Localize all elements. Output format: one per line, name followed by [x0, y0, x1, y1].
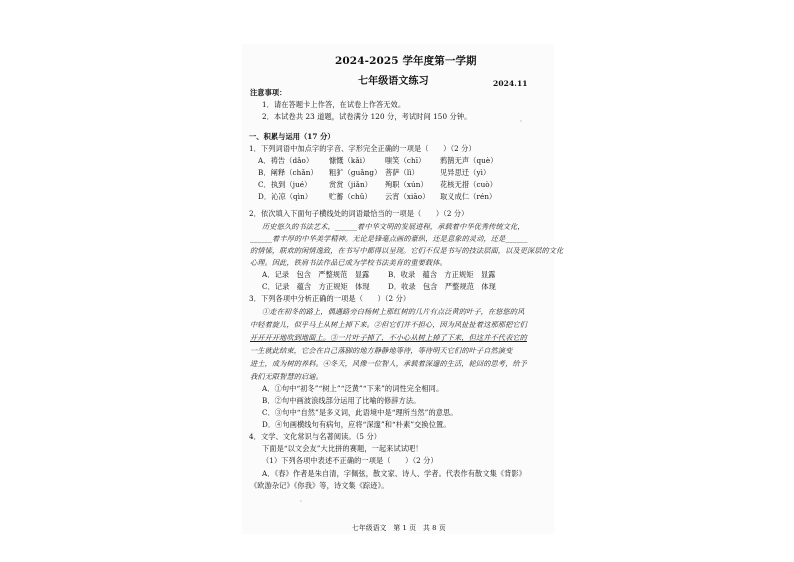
q1-option: 贮蓄（chǔ）: [329, 192, 372, 201]
q3-passage-line: 开开开开地吹到地面上。③一片叶子掉了，不小心从树上掉了下来，但这并不代表它的: [250, 333, 527, 342]
q2-option: C．记录 蕴含 方正规矩 体现: [262, 282, 370, 291]
q3-passage-line: 中轻着旋儿，似乎马上从树上掉下来。②但它们并不担心，因为风扯扯着这那那把它们: [250, 320, 527, 329]
q1-option: 鸦鹊无声（què）: [440, 156, 498, 165]
q2-passage-line: 心理。因此，铁肩书法作品已成为学校书法美育的重要载体。: [250, 258, 447, 267]
scan-speck: [520, 120, 522, 122]
q1-option: 嗤笑（chī）: [385, 156, 426, 165]
q2-option: D．收录 包含 严整规范 体现: [388, 282, 496, 291]
q1-option: C．执到（jué）: [258, 180, 312, 189]
exam-title: 2024-2025 学年度第一学期: [335, 55, 477, 67]
q3-option: B．②句中画波浪线部分运用了比喻的修辞方法。: [262, 396, 421, 405]
question-4-stem: 4．文学、文化常识与名著阅读。（5 分）: [249, 432, 382, 441]
q4-option-a: A．《春》作者是朱自清，字佩弦，散文家、诗人、学者。代表作有散文集《背影》: [262, 469, 527, 478]
question-1-stem: 1．下列词语中加点字的字音、字形完全正确的一项是（ ）（2 分）: [249, 144, 476, 153]
question-3-stem: 3．下列各项中分析正确的一项是（ ）（2 分）: [249, 294, 411, 303]
q3-passage-line: 一生就此结束，它会在自己落脚的地方静静地等待，等待明天它们的叶子自然演变: [250, 346, 513, 355]
q1-option: B．阐释（chǎn）: [258, 168, 318, 177]
q1-option: D．沁凉（qìn）: [258, 192, 313, 201]
q1-option: 殉职（xún）: [385, 180, 428, 189]
q4-intro: 下面是“以文会友”大比拼的赛题，一起来试试吧！: [262, 444, 423, 453]
q1-option: 赏赏（jiǎn）: [329, 180, 372, 189]
exam-date: 2024.11: [493, 79, 528, 88]
q2-option: A．记录 包含 严整规范 显露: [262, 270, 370, 279]
q1-option: 粗犷（guǎng）: [329, 168, 382, 177]
q1-option: 慷慨（kǎi）: [329, 156, 370, 165]
note-item: 1．请在答题卡上作答，在试卷上作答无效。: [262, 100, 406, 109]
q1-option: 取义成仁（rén）: [440, 192, 497, 201]
q1-option: 花核无措（cuò）: [440, 180, 498, 189]
q4-subquestion: （1）下列各项中表述不正确的一项是（ ）（2 分）: [262, 456, 438, 465]
section-heading: 一、积累与运用（17 分）: [249, 132, 335, 141]
q3-passage-line: ①走在初冬的路上，偶遇路旁白杨树上那红树的几片有点泛黄的叶子，在悠悠的风: [262, 307, 525, 316]
question-2-stem: 2．依次填入下面句子横线处的词语最恰当的一项是（ ）（2 分）: [249, 209, 469, 218]
q2-passage-line: 历史悠久的书法艺术，______着中华文明的发展进程，承载着中华优秀传统文化，: [262, 222, 525, 231]
q1-option: A．祷告（dǎo）: [258, 156, 314, 165]
q3-passage-line: 我们无限智慧的启迪。: [250, 372, 323, 381]
q2-passage-line: ______着丰厚的中华美学精神。无论是锋毫点画的豪纵，还是意象的灵动，还是______: [250, 234, 528, 243]
q2-option: B．收录 蕴含 方正规矩 显露: [388, 270, 496, 279]
q1-option: 见异思迁（yì）: [440, 168, 491, 177]
page-footer: 七年级语文 第 1 页 共 8 页: [352, 524, 446, 532]
q3-passage-line: 进土，成为树的养料。④冬天，风像一位智人，承载着深邃的生活，轮回的思考，给予: [250, 359, 527, 368]
exam-subtitle: 七年级语文练习: [358, 76, 429, 87]
q3-option: A．①句中“初冬”“树上”“泛黄”“下来”的词性完全相同。: [262, 384, 444, 393]
scan-speck: [300, 500, 302, 502]
q3-option: D．④句画横线句有病句，应将“深邃”和“朴素”交换位置。: [262, 420, 451, 429]
q1-option: 云宵（xiāo）: [385, 192, 430, 201]
q4-option-a: 《欧游杂记》《你我》等，诗文集《踪迹》。: [250, 481, 389, 490]
notes-heading: 注意事项：: [250, 88, 287, 97]
q3-option: C．③句中“自然”是多义词，此语境中是“理所当然”的意思。: [262, 408, 458, 417]
q2-passage-line: 的情愫，联欢的闲情逸致，在书写中都得以呈现。它们不仅是书写的技法层面，以及更深层的文化: [250, 246, 564, 255]
q1-option: 菩萨（lì）: [385, 168, 419, 177]
note-item: 2．本试卷共 23 道题，试卷满分 120 分，考试时间 150 分钟。: [262, 112, 472, 121]
